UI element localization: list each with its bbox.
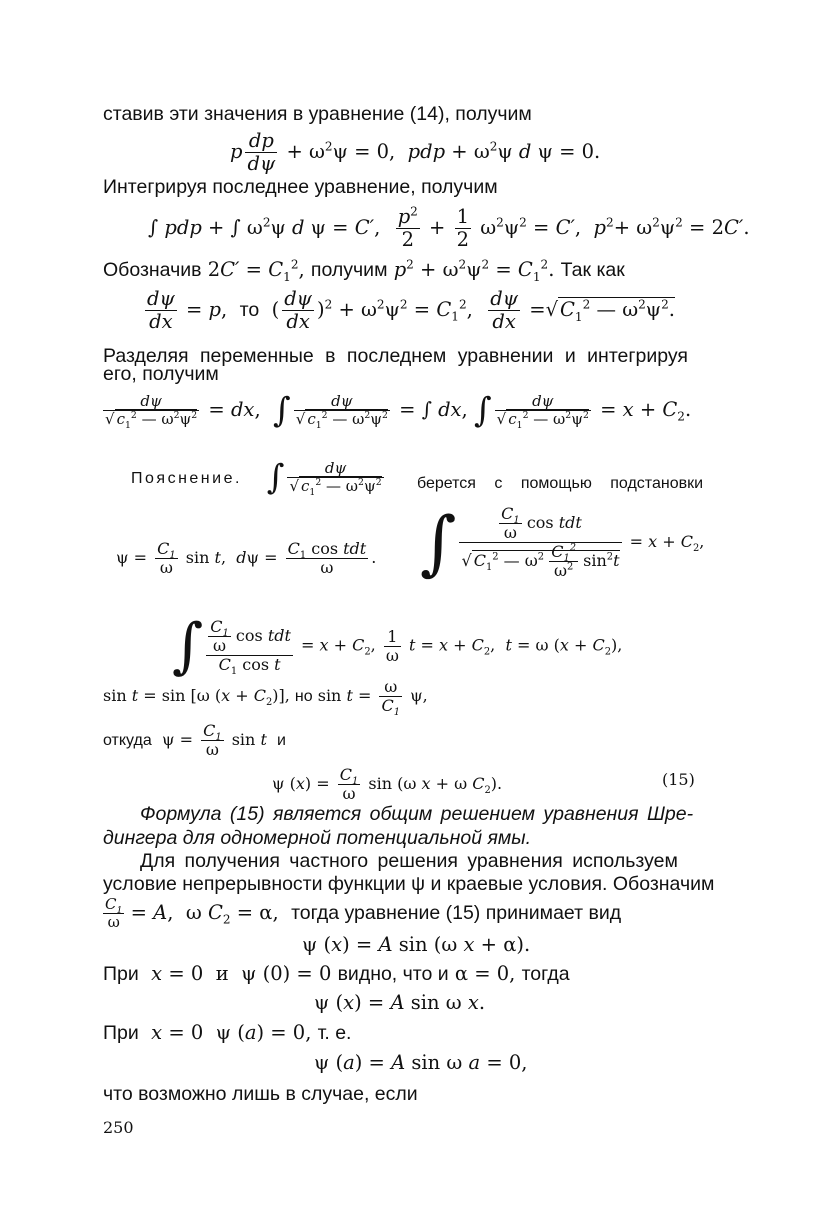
text-line: дингера для одномерной потенциальной ямы. [103, 827, 532, 849]
text-line: При x = 0 и ψ (0) = 0 видно, что и α = 0, тогда [103, 962, 570, 985]
text-line: Для получения частного решения уравнения используем [140, 850, 678, 872]
equation: $\frac{C_1}{\omega}$ = A, ω $C_2 = \alpha$, тогда уравнение (15) принимает вид [105, 895, 622, 931]
text-line: Разделяя переменные в последнем уравнении и интегрируя [103, 345, 688, 367]
text-line: условие непрерывности функции ψ и краевые условия. Обозначим [103, 873, 715, 895]
text-line: Обозначив $2C' = C_1^2$, получим $p^2 + \omega^2\psi^2 = C_1^2$. Так как [103, 257, 625, 284]
equation: ψ (a) = A sin ω a = 0, [314, 1051, 528, 1074]
equation: $\frac{d\psi}{√ c_1^2 — \omega^2\psi^2}$ = dx, ∫ $\frac{d\psi}{√ c_1^2 — \omega^2\psi^2}$ = ∫ dx, ∫ $\frac{d\psi}{√ c_1^2 — \omega^2\psi^2}$ = $x + C_2$. [105, 390, 692, 431]
equation: sin t = sin [ω $(x + C_2)$], но sin t = $\frac{\omega}{C_1}$ ψ, [103, 677, 428, 719]
explanation-line: Пояснение. ∫ $\frac{d\psi}{√ c_1^2 — \omega^2\psi^2}$ [131, 457, 382, 498]
text-line: Интегрируя последнее уравнение, получим [103, 176, 498, 198]
text-line: что возможно лишь в случае, если [103, 1083, 418, 1105]
text-line: ставив эти значения в уравнение (14), получим [103, 103, 532, 125]
text-line: Формула (15) является общим решением уравнения Шре- [140, 803, 694, 825]
text-line: берется с помощью подстановки [417, 475, 704, 492]
equation: ∫ $\frac{C_1}{\omega}$ cos tdt √ $C_1^2$ — $\omega^2$ $\frac{C_1^2}{\omega^2}$ $\sin^2t$ = $x + C_2$, [420, 501, 705, 584]
equation: ∫ pdp + ∫ $\omega^2\psi$ d ψ = C′, $\frac{p^2}{2}$ + $\frac{1}{2}$ $\omega^2\psi^2 = C'$, $p^2+ \omega^2\psi^2 = 2C'$. [148, 204, 750, 251]
equation: ψ = $\frac{C_1}{\omega}$ sin t, dψ = $C_1$ cos tdt ω . [116, 539, 377, 577]
page-number: 250 [103, 1118, 134, 1137]
equation: $\frac{d\psi}{dx}$ = p, то ( $\frac{d\psi}{dx}$ )$^2 + \omega^2\psi^2 = C_1^2$, $\frac{d\psi}{dx}$ =√ $C_1^2$ — $\omega^2\psi^2$. [147, 287, 675, 333]
text-line: его, получим [103, 363, 219, 385]
equation: откуда ψ = $\frac{C_1}{\omega}$ sin t и [103, 721, 286, 759]
equation-number: (15) [662, 770, 695, 789]
equation: ψ (x) = $\frac{C_1}{\omega}$ sin (ω x + ω $C_2$). [272, 765, 503, 803]
equation: ψ (x) = A sin (ω x + α). [302, 933, 531, 956]
equation: ∫ $\frac{C_1}{\omega}$ cos tdt $C_1$ cos t = $x + C_2$, $\frac{1}{\omega}$ $t = x + C_2$, t = ω $(x + C_2)$, [172, 611, 623, 681]
equation: ψ (x) = A sin ω x. [314, 991, 486, 1014]
text-line: При x = 0 ψ (a) = 0, т. е. [103, 1021, 352, 1044]
equation: p $\frac{dp}{d\psi}$ + $\omega^2\psi = 0$, pdp + $\omega^2\psi$ d ψ = 0. [230, 129, 601, 175]
